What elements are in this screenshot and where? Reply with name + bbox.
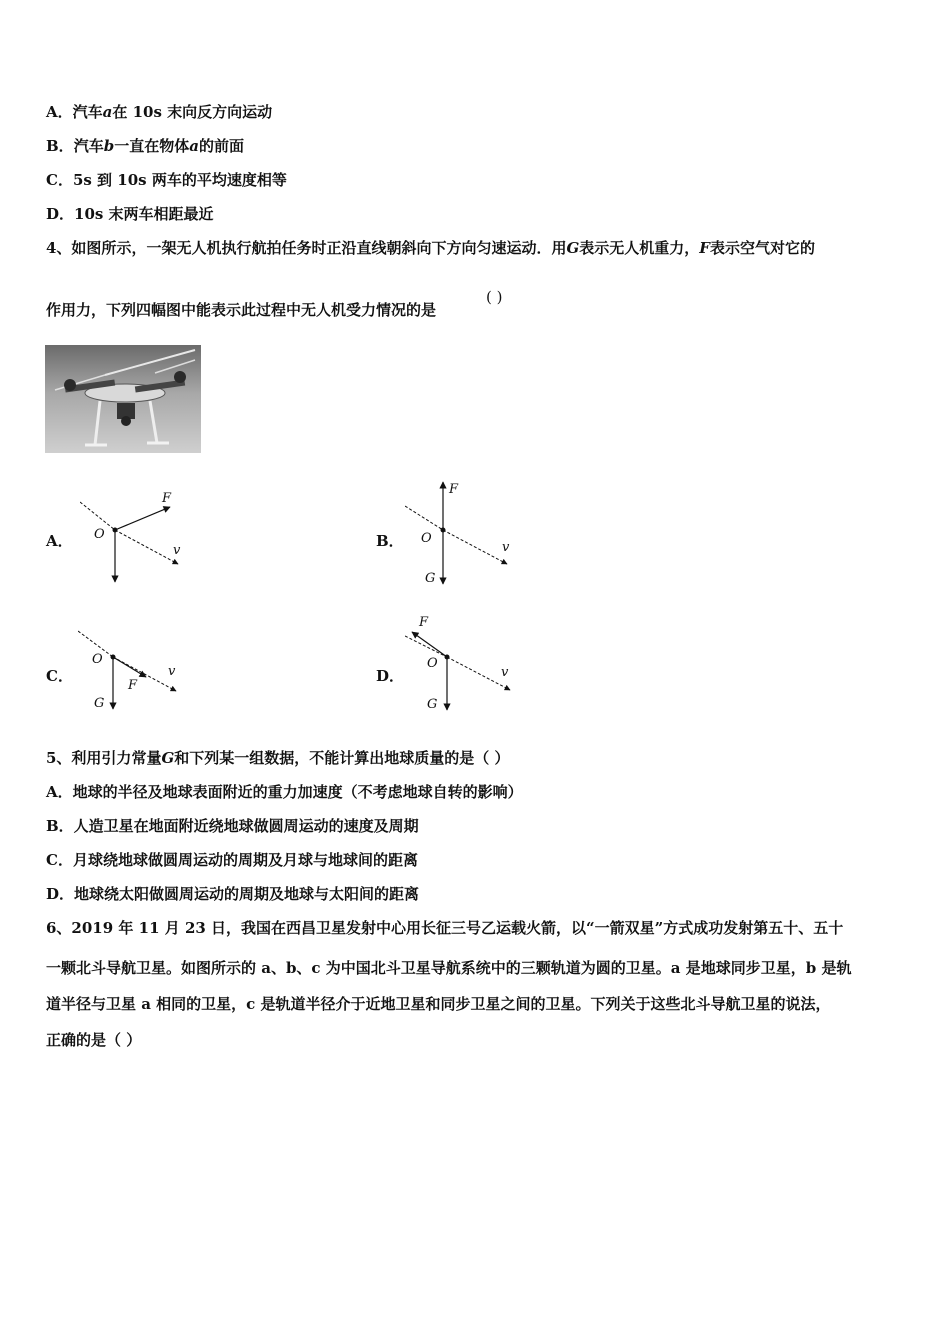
q5-option-b: B．人造卫星在地面附近绕地球做圆周运动的速度及周期	[46, 817, 419, 835]
label-f: F	[419, 615, 429, 630]
point-o	[441, 528, 446, 533]
point-o	[113, 528, 118, 533]
q5-option-d: D．地球绕太阳做圆周运动的周期及地球与太阳间的距离	[46, 885, 420, 903]
q4-stem-line1: 4、如图所示，一架无人机执行航拍任务时正沿直线朝斜向下方向匀速运动．用G表示无人机重力，F表示空气对它的	[46, 239, 815, 257]
q6-stem-line3: 道半径与卫星 a 相同的卫星，c 是轨道半径介于近地卫星和同步卫星之间的卫星。下列关于这些北斗导航卫星的说法，	[46, 995, 831, 1013]
q3-option-a: A．汽车a在 10s 末向反方向运动	[46, 103, 273, 121]
drone-photo	[45, 345, 201, 453]
trajectory-line	[405, 506, 443, 530]
force-f-arrow	[412, 632, 447, 657]
label-f: F	[162, 491, 172, 506]
velocity-arrow	[115, 530, 178, 564]
q6-stem-line2: 一颗北斗导航卫星。如图所示的 a、b、c 为中国北斗卫星导航系统中的三颗轨道为圆的卫星。a 是地球同步卫星，b 是轨	[46, 959, 852, 977]
q5-option-a: A．地球的半径及地球表面附近的重力加速度（不考虑地球自转的影响）	[46, 783, 523, 801]
label-g: G	[427, 697, 438, 712]
q3-option-b: B．汽车b一直在物体a的前面	[46, 137, 244, 155]
label-g: G	[94, 696, 105, 711]
q3-option-c: C．5s 到 10s 两车的平均速度相等	[46, 171, 287, 189]
q6-stem-line4: 正确的是（ ）	[46, 1031, 142, 1049]
q4-option-c-diagram	[78, 625, 188, 715]
q4-option-b-diagram	[405, 478, 520, 593]
label-o: O	[421, 531, 432, 546]
label-v: v	[502, 540, 510, 555]
label-o: O	[94, 527, 105, 542]
point-o	[111, 655, 116, 660]
q4-option-b-label: B．	[376, 532, 404, 550]
velocity-arrow	[443, 530, 507, 564]
drone-image	[45, 345, 201, 453]
q4-stem-line2: 作用力，下列四幅图中能表示此过程中无人机受力情况的是	[46, 301, 437, 319]
q6-stem-line1: 6、2019 年 11 月 23 日，我国在西昌卫星发射中心用长征三号乙运载火箭，以“一箭双星”方式成功发射第五十、五十	[46, 919, 844, 937]
point-o	[445, 655, 450, 660]
trajectory-line	[80, 502, 115, 530]
q4-option-d-label: D．	[376, 667, 405, 685]
q3-option-d: D．10s 末两车相距最近	[46, 205, 214, 223]
force-f-arrow	[113, 657, 146, 677]
force-f-arrow	[115, 507, 170, 530]
q4-answer-blank: ( )	[486, 288, 503, 306]
q4-option-a-diagram	[80, 482, 190, 592]
q5-option-c: C．月球绕地球做圆周运动的周期及月球与地球间的距离	[46, 851, 418, 869]
label-v: v	[501, 665, 509, 680]
q5-stem: 5、利用引力常量G和下列某一组数据，不能计算出地球质量的是（ ）	[46, 749, 510, 767]
label-f: F	[128, 678, 138, 693]
q4-option-d-diagram	[405, 612, 520, 715]
label-g: G	[425, 571, 436, 586]
label-f: F	[449, 482, 459, 497]
trajectory-line	[405, 636, 447, 657]
q4-option-a-label: A．	[46, 532, 73, 550]
label-o: O	[92, 652, 103, 667]
label-v: v	[173, 543, 181, 558]
q4-option-c-label: C．	[46, 667, 73, 685]
label-o: O	[427, 656, 438, 671]
label-v: v	[168, 664, 176, 679]
